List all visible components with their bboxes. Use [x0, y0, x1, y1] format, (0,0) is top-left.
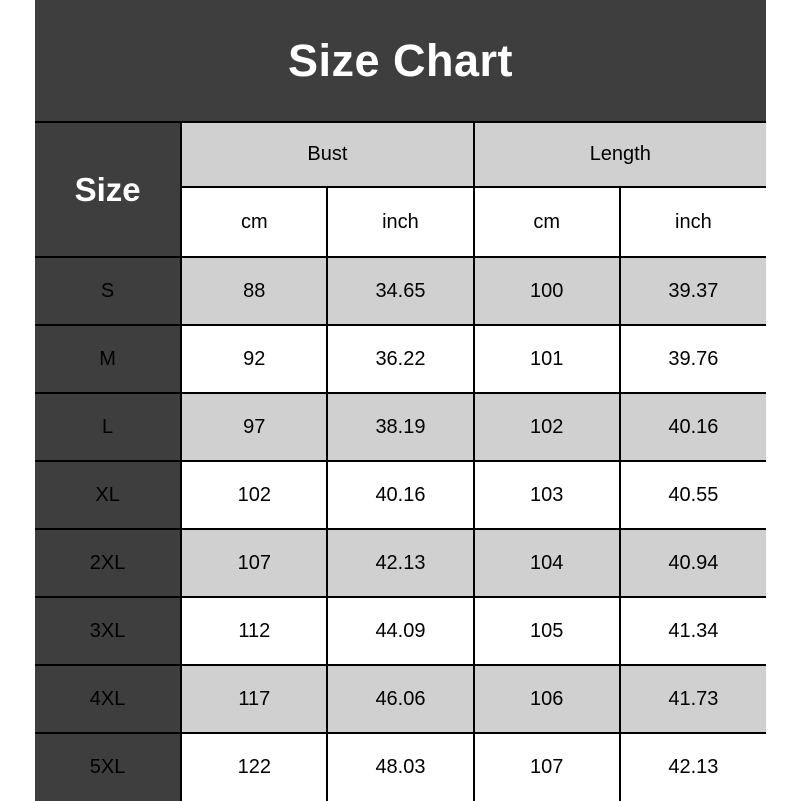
table-row — [35, 393, 766, 461]
bust-cm-cell: 112 — [181, 597, 327, 665]
size-cell: 2XL — [35, 529, 181, 597]
size-chart-table — [35, 121, 766, 801]
length-inch-cell: 41.73 — [620, 665, 766, 733]
bust-cm-cell: 102 — [181, 461, 327, 529]
bust-inch-cell: 42.13 — [327, 529, 473, 597]
length-inch-cell: 42.13 — [620, 733, 766, 801]
length-cm-cell: 104 — [474, 529, 620, 597]
length-inch-cell: 40.16 — [620, 393, 766, 461]
bust-inch-cell: 40.16 — [327, 461, 473, 529]
length-inch-cell: 40.94 — [620, 529, 766, 597]
bust-cm-cell: 92 — [181, 325, 327, 393]
table-row — [35, 461, 766, 529]
length-cm-cell: 103 — [474, 461, 620, 529]
bust-inch-cell: 38.19 — [327, 393, 473, 461]
bust-inch-cell: 48.03 — [327, 733, 473, 801]
bust-inch-cell: 36.22 — [327, 325, 473, 393]
length-inch-header: inch — [620, 187, 766, 257]
bust-inch-cell: 46.06 — [327, 665, 473, 733]
bust-cm-cell: 97 — [181, 393, 327, 461]
length-cm-cell: 106 — [474, 665, 620, 733]
table-row — [35, 325, 766, 393]
bust-inch-cell: 34.65 — [327, 257, 473, 325]
bust-inch-cell: 44.09 — [327, 597, 473, 665]
table-row — [35, 529, 766, 597]
size-cell: 4XL — [35, 665, 181, 733]
size-cell: S — [35, 257, 181, 325]
title-band — [35, 0, 766, 121]
bust-cm-cell: 88 — [181, 257, 327, 325]
length-cm-cell: 107 — [474, 733, 620, 801]
length-inch-cell: 39.76 — [620, 325, 766, 393]
length-group-header: Length — [474, 122, 766, 187]
length-cm-cell: 105 — [474, 597, 620, 665]
table-row — [35, 665, 766, 733]
size-cell: L — [35, 393, 181, 461]
table-row — [35, 597, 766, 665]
table-row — [35, 257, 766, 325]
length-cm-cell: 102 — [474, 393, 620, 461]
group-header-row — [35, 122, 766, 187]
length-inch-cell: 41.34 — [620, 597, 766, 665]
length-inch-cell: 39.37 — [620, 257, 766, 325]
length-cm-cell: 100 — [474, 257, 620, 325]
table-row — [35, 733, 766, 801]
page-title: Size Chart — [287, 34, 514, 86]
content-area — [35, 0, 766, 801]
length-cm-cell: 101 — [474, 325, 620, 393]
size-cell: XL — [35, 461, 181, 529]
size-cell: M — [35, 325, 181, 393]
bust-group-header: Bust — [181, 122, 473, 187]
bust-cm-cell: 107 — [181, 529, 327, 597]
bust-cm-cell: 117 — [181, 665, 327, 733]
length-cm-header: cm — [474, 187, 620, 257]
bust-cm-cell: 122 — [181, 733, 327, 801]
length-inch-cell: 40.55 — [620, 461, 766, 529]
bust-inch-header: inch — [327, 187, 473, 257]
size-cell: 3XL — [35, 597, 181, 665]
size-column-header: Size — [35, 122, 181, 257]
size-cell: 5XL — [35, 733, 181, 801]
bust-cm-header: cm — [181, 187, 327, 257]
